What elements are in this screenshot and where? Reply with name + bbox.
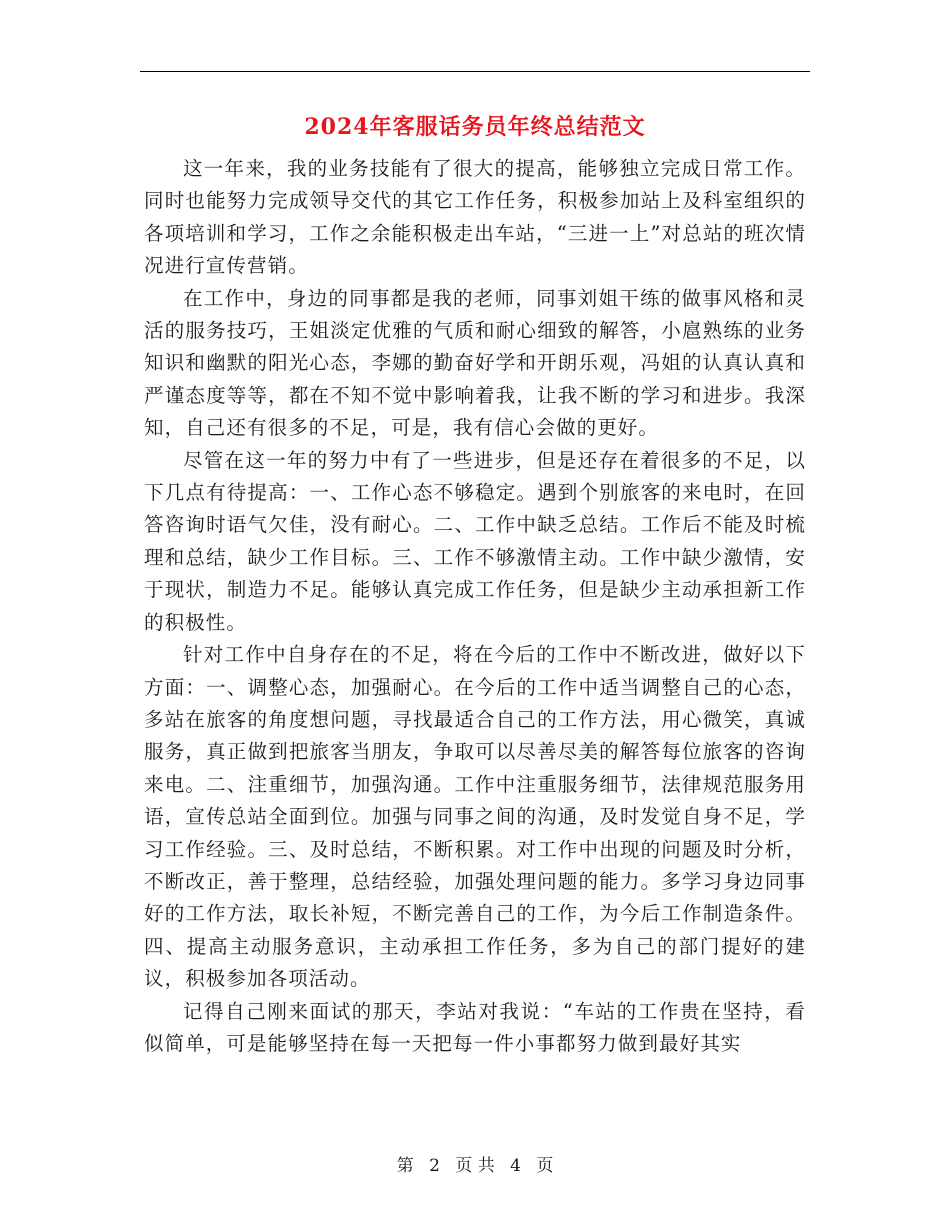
footer-middle: 页 共: [455, 1156, 495, 1176]
footer-prefix: 第: [396, 1156, 414, 1176]
paragraph-1: 这一年来，我的业务技能有了很大的提高，能够独立完成日常工作。同时也能努力完成领导交代的其它工作任务，积极参加站上及科室组织的各项培训和学习，工作之余能积极走出车站，“三进一上”对总站的班次情况进行宣传营销。: [144, 157, 806, 278]
document-body: [144, 153, 806, 1060]
total-pages-number: 4: [510, 1156, 521, 1176]
paragraph-4: 针对工作中自身存在的不足，将在今后的工作中不断改进，做好以下方面：一、调整心态，加强耐心。在今后的工作中适当调整自己的心态，多站在旅客的角度想问题，寻找最适合自己的工作方法，用心微笑，真诚服务，真正做到把旅客当朋友，争取可以尽善尽美的解答每位旅客的咨询来电。二、注重细节，加强沟通。工作中注重服务细节，法律规范服务用语，宣传总站全面到位。加强与同事之间的沟通，及时发觉自身不足，学习工作经验。三、及时总结，不断积累。对工作中出现的问题及时分析，不断改正，善于整理，总结经验，加强处理问题的能力。多学习身边同事好的工作方法，取长补短，不断完善自己的工作，为今后工作制造条件。四、提高主动服务意识，主动承担工作任务，多为自己的部门提好的建议，积极参加各项活动。: [144, 643, 806, 991]
paragraph-2: 在工作中，身边的同事都是我的老师，同事刘姐干练的做事风格和灵活的服务技巧，王姐淡定优雅的气质和耐心细致的解答，小扈熟练的业务知识和幽默的阳光心态，李娜的勤奋好学和开朗乐观，冯姐的认真认真和严谨态度等等，都在不知不觉中影响着我，让我不断的学习和进步。我深知，自己还有很多的不足，可是，我有信心会做的更好。: [144, 286, 806, 440]
paragraph-3: 尽管在这一年的努力中有了一些进步，但是还存在着很多的不足，以下几点有待提高：一、工作心态不够稳定。遇到个别旅客的来电时，在回答咨询时语气欠佳，没有耐心。二、工作中缺乏总结。工作后不能及时梳理和总结，缺少工作目标。三、工作不够激情主动。工作中缺少激情，安于现状，制造力不足。能够认真完成工作任务，但是缺少主动承担新工作的积极性。: [144, 448, 806, 634]
page-footer: [0, 1154, 950, 1178]
current-page-number: 2: [429, 1156, 440, 1176]
paragraph-5: 记得自己刚来面试的那天，李站对我说：“车站的工作贵在坚持，看似简单，可是能够坚持在每一天把每一件小事都努力做到最好其实: [144, 999, 806, 1055]
header-rule: [140, 71, 810, 72]
document-title: 2024年客服话务员年终总结范文: [304, 114, 646, 140]
footer-suffix: 页: [536, 1156, 554, 1176]
